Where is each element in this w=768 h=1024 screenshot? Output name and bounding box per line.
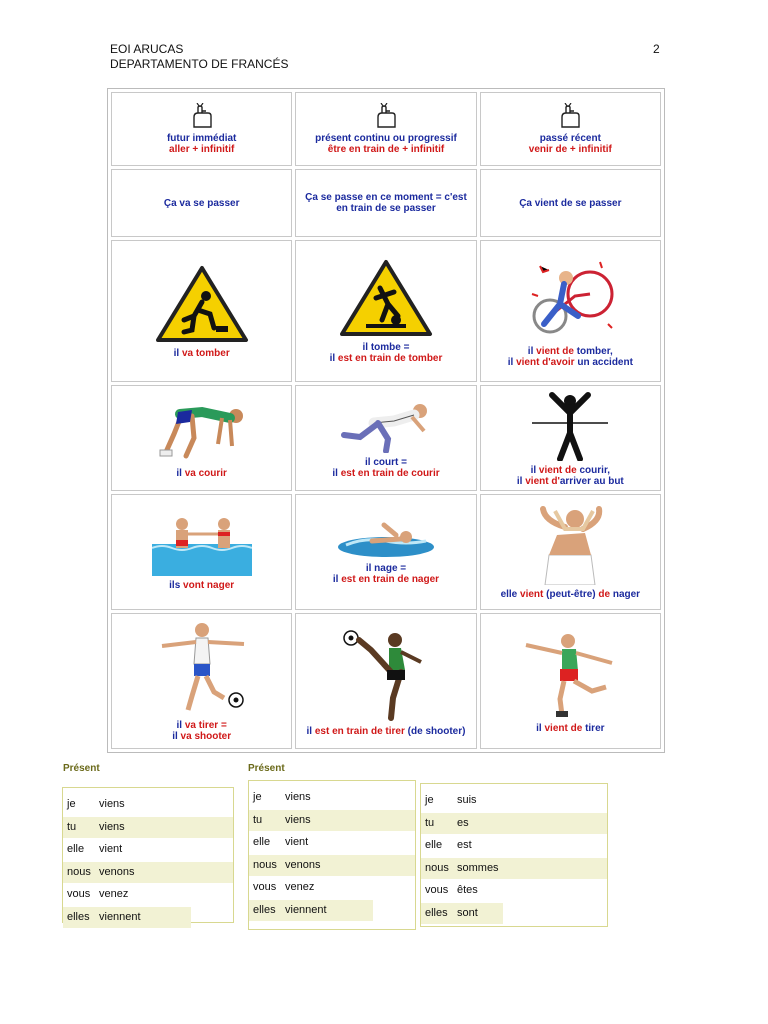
sentence-part: va courir — [184, 467, 227, 479]
sentence-part: est en train de tirer — [314, 725, 408, 737]
header-present — [295, 92, 476, 166]
sentence-part: il — [176, 720, 185, 731]
bike-crash-icon — [520, 254, 620, 342]
conjugation-row — [63, 794, 233, 815]
verb-form: vient — [99, 843, 123, 855]
pronoun: elle — [253, 836, 271, 848]
sentence-part: un accident — [577, 357, 633, 368]
sentence-part: va tomber — [181, 347, 230, 359]
sentence-part: tirer — [585, 722, 605, 734]
present-formula: être en train de + infinitif — [327, 144, 445, 155]
verb-form: viens — [99, 798, 125, 810]
conjugation-row — [421, 835, 607, 856]
sentence-part: vient de — [538, 465, 580, 476]
finger-string-icon — [374, 103, 398, 129]
passe-label: passé récent — [539, 133, 601, 144]
futur-label: futur immédiat — [166, 133, 237, 144]
verb-form: suis — [457, 794, 477, 806]
sentence-part: il — [527, 346, 537, 357]
sentence-part: il — [332, 468, 341, 479]
conjugation-row — [249, 810, 415, 831]
verb-form: venons — [99, 865, 135, 878]
runner-icon — [336, 397, 436, 453]
finger-string-icon — [558, 103, 582, 129]
verb-form: est — [457, 839, 472, 851]
present-label-2: Présent — [248, 763, 285, 774]
verb-form: viennent — [285, 903, 327, 916]
sentence-part: vient d'avoir — [516, 357, 578, 368]
header-futur — [111, 92, 292, 166]
cell-vient-de-nager — [480, 494, 661, 610]
sentence-part: il — [507, 357, 517, 368]
futur-formula: aller + infinitif — [169, 144, 235, 155]
conjugation-row — [421, 880, 607, 901]
sentence-part: il — [530, 465, 539, 476]
cell-en-train-de-tirer — [295, 613, 476, 749]
example-futur: Ça va se passer — [111, 169, 292, 237]
cell-vient-de-tomber — [480, 240, 661, 382]
sentence-part: vient de — [536, 346, 577, 357]
verb-form: venons — [285, 858, 321, 871]
sentence-part: vont nager — [183, 579, 235, 591]
sentence-part: vient — [520, 588, 547, 600]
pronoun: elle — [425, 839, 443, 851]
conjugation-row — [249, 787, 415, 808]
pronoun: elle — [67, 843, 85, 855]
sentence-part: il court = — [365, 457, 407, 468]
conjugation-row — [421, 903, 607, 924]
sentence-part: il — [332, 574, 342, 585]
conjugation-row — [63, 817, 233, 838]
sentence-part: arriver au but — [559, 476, 624, 487]
swimmers-icon — [152, 514, 252, 576]
sentence-part: elle — [500, 588, 521, 600]
conjugation-row — [421, 790, 607, 811]
pronoun: nous — [425, 861, 449, 874]
sentence-part: (de shooter) — [407, 725, 466, 737]
document-header — [110, 42, 288, 72]
cell-tombe — [295, 240, 476, 382]
conjugation-row — [63, 907, 233, 928]
warning-trip-icon — [154, 264, 250, 344]
pronoun: elles — [425, 906, 448, 919]
sentence-part: va shooter — [180, 731, 232, 742]
verb-form: sont — [457, 906, 478, 919]
cell-va-tirer — [111, 613, 292, 749]
present-label-1: Présent — [63, 763, 100, 774]
passe-formula: venir de + infinitif — [528, 144, 612, 155]
cell-vont-nager — [111, 494, 292, 610]
swimmer-icon — [336, 519, 436, 559]
sentence-part: vient de — [544, 722, 586, 734]
pronoun: tu — [67, 820, 77, 833]
cell-nage — [295, 494, 476, 610]
verb-form: venez — [285, 881, 315, 893]
pronoun: vous — [67, 888, 91, 900]
towel-icon — [535, 505, 605, 585]
sentence-part: est en train de tomber — [337, 353, 443, 364]
verb-form: sommes — [457, 861, 499, 874]
pronoun: je — [253, 791, 262, 803]
conjugation-row — [63, 862, 233, 883]
department-name: DEPARTAMENTO DE FRANCÉS — [110, 57, 289, 71]
finish-line-icon — [530, 389, 610, 461]
conjugation-row — [249, 900, 415, 921]
conjugation-row — [63, 839, 233, 860]
conjugation-row — [249, 832, 415, 853]
conjugation-row — [63, 884, 233, 905]
sentence-part: il — [173, 347, 182, 359]
school-name: EOI ARUCAS — [110, 42, 184, 56]
verb-form: viennent — [99, 910, 141, 923]
conjugation-row — [421, 813, 607, 834]
conjugation-table-venir — [62, 787, 234, 923]
page-number: 2 — [653, 42, 660, 56]
verb-form: viens — [99, 820, 125, 833]
pronoun: vous — [253, 881, 277, 893]
tense-grid — [107, 88, 665, 753]
sentence-part: va tirer = — [184, 720, 227, 731]
sentence-part: il — [172, 731, 181, 742]
pronoun: vous — [425, 884, 449, 896]
pronoun: nous — [67, 865, 91, 878]
sentence-part: il — [516, 476, 526, 487]
soccer-volley-icon — [341, 626, 431, 722]
sentence-part: il tombe = — [362, 342, 410, 353]
verb-form: vient — [285, 836, 309, 848]
sentence-part: tomber, — [576, 346, 613, 357]
example-present: Ça se passe en ce moment = c'est en train de se passer — [295, 169, 476, 237]
sentence-part: il nage = — [365, 563, 407, 574]
finger-string-icon — [190, 103, 214, 129]
pronoun: elles — [67, 910, 90, 923]
conjugation-row — [249, 855, 415, 876]
conjugation-table-venir-2 — [248, 780, 416, 930]
runner-start-icon — [152, 398, 252, 464]
present-label: présent continu ou progressif — [315, 133, 457, 144]
sentence-part: courir, — [579, 465, 611, 476]
conjugation-row — [249, 877, 415, 898]
sentence-part: vient d' — [525, 476, 560, 487]
header-passe — [480, 92, 661, 166]
sentence-part: il — [176, 467, 185, 479]
conjugation-row — [421, 858, 607, 879]
pronoun: je — [67, 798, 76, 810]
sentence-part: il — [536, 722, 545, 734]
pronoun: elles — [253, 903, 276, 916]
cell-court — [295, 385, 476, 491]
verb-form: es — [457, 816, 469, 829]
pronoun: je — [425, 794, 434, 806]
sentence-part: il — [329, 353, 338, 364]
cell-va-tomber — [111, 240, 292, 382]
sentence-part: est en train de courir — [340, 468, 440, 479]
sentence-part: ils — [169, 579, 184, 591]
pronoun: nous — [253, 858, 277, 871]
cell-vient-de-tirer — [480, 613, 661, 749]
sentence-part: de — [598, 588, 613, 600]
verb-form: êtes — [457, 884, 478, 896]
sentence-part: est en train de nager — [341, 574, 440, 585]
conjugation-table-etre — [420, 783, 608, 927]
cell-vient-de-courir — [480, 385, 661, 491]
pronoun: tu — [425, 816, 435, 829]
example-passe: Ça vient de se passer — [480, 169, 661, 237]
soccer-after-icon — [520, 629, 620, 719]
cell-va-courir — [111, 385, 292, 491]
verb-form: venez — [99, 888, 129, 900]
warning-fall-icon — [338, 258, 434, 338]
soccer-kick-icon — [152, 620, 252, 716]
sentence-part: il — [306, 725, 315, 737]
verb-form: viens — [285, 813, 311, 826]
verb-form: viens — [285, 791, 311, 803]
pronoun: tu — [253, 813, 263, 826]
sentence-part: nager — [612, 588, 641, 600]
sentence-part: (peut-être) — [546, 588, 599, 600]
